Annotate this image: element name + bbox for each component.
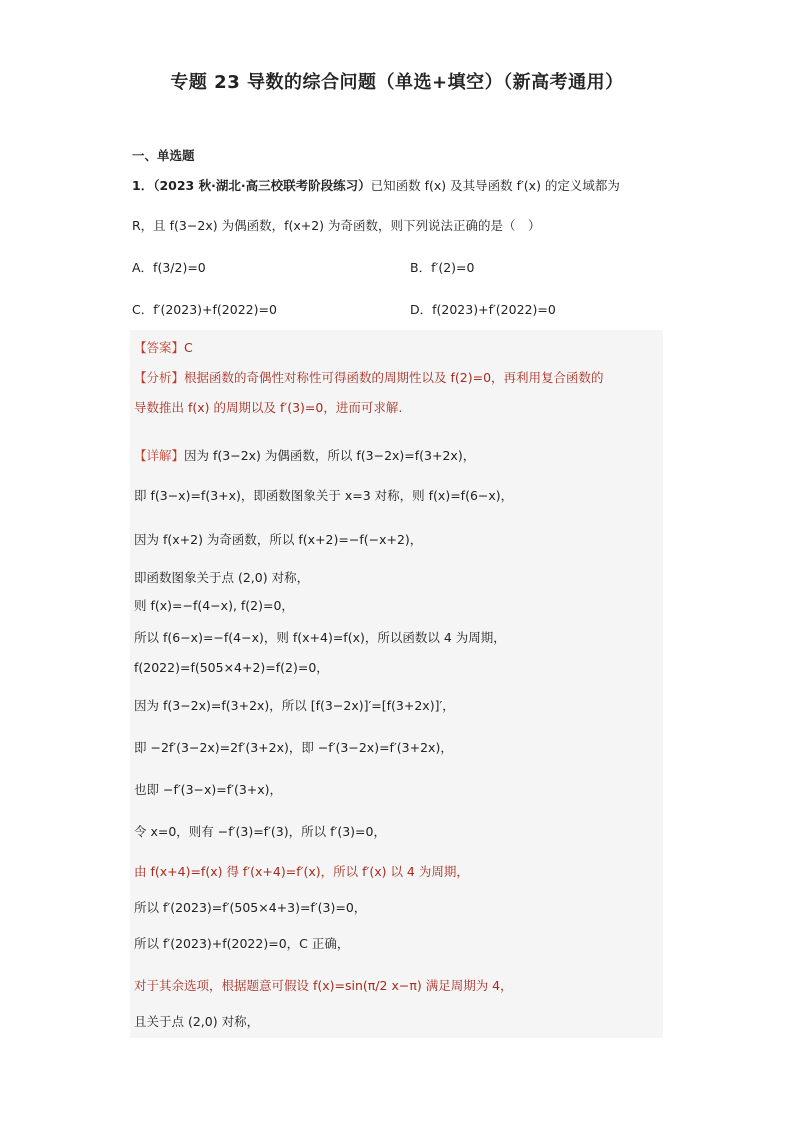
analysis-line-2: 导数推出 f(x) 的周期以及 f′(3)=0，进而可求解. bbox=[134, 400, 403, 415]
answer-tag: 【答案】 bbox=[134, 340, 185, 355]
detail-line-3: 即函数图象关于点 (2,0) 对称， bbox=[134, 570, 310, 585]
question-stem-1: 已知函数 f(x) 及其导函数 f′(x) 的定义域都为 bbox=[370, 178, 620, 193]
detail-line-8: 即 −2f′(3−2x)=2f′(3+2x)，即 −f′(3−2x)=f′(3+2x)， bbox=[134, 740, 453, 755]
detail-line-11: 由 f(x+4)=f(x) 得 f′(x+4)=f′(x)，所以 f′(x) 以 4 为周期， bbox=[134, 864, 469, 879]
detail-line-7: 因为 f(3−2x)=f(3+2x)，所以 [f(3−2x)]′=[f(3+2x)]′， bbox=[134, 698, 455, 713]
detail-line-0 bbox=[134, 446, 475, 464]
question-line-1 bbox=[132, 176, 620, 196]
option-b: B．f′(2)=0 bbox=[410, 260, 475, 275]
option-c: C．f′(2023)+f(2022)=0 bbox=[132, 302, 277, 317]
question-number: 1． bbox=[132, 178, 154, 193]
question-line-2 bbox=[132, 216, 541, 236]
detail-line-6: f(2022)=f(505×4+2)=f(2)=0， bbox=[134, 660, 329, 675]
detail-line-14: 对于其余选项，根据题意可假设 f(x)=sin(π/2 x−π) 满足周期为 4， bbox=[134, 978, 513, 993]
detail-text-0: 因为 f(3−2x) 为偶函数，所以 f(3−2x)=f(3+2x)， bbox=[184, 448, 476, 463]
detail-tag: 【详解】 bbox=[134, 448, 185, 463]
answer-value: C bbox=[184, 340, 193, 355]
option-d: D．f(2023)+f′(2022)=0 bbox=[410, 302, 556, 317]
question-source: （2023 秋·湖北·高三校联考阶段练习） bbox=[153, 178, 371, 193]
analysis-text-1: 根据函数的奇偶性对称性可得函数的周期性以及 f(2)=0，再利用复合函数的 bbox=[184, 370, 604, 385]
question-stem-2: R，且 f(3−2x) 为偶函数，f(x+2) 为奇函数，则下列说法正确的是（ ） bbox=[132, 218, 541, 233]
document-title: 专题 23 导数的综合问题（单选+填空）（新高考通用） bbox=[170, 72, 624, 93]
detail-line-1: 即 f(3−x)=f(3+x)，即函数图象关于 x=3 对称，则 f(x)=f(6−x)， bbox=[134, 488, 514, 503]
answer-block bbox=[130, 330, 663, 1038]
section-heading: 一、单选题 bbox=[132, 148, 195, 163]
detail-line-10: 令 x=0，则有 −f′(3)=f′(3)，所以 f′(3)=0， bbox=[134, 824, 386, 839]
detail-line-15: 且关于点 (2,0) 对称， bbox=[134, 1014, 260, 1029]
detail-line-13: 所以 f′(2023)+f(2022)=0，C 正确， bbox=[134, 936, 350, 951]
detail-line-5: 所以 f(6−x)=−f(4−x)，则 f(x+4)=f(x)，所以函数以 4 为周期， bbox=[134, 630, 506, 645]
detail-line-2: 因为 f(x+2) 为奇函数，所以 f(x+2)=−f(−x+2)， bbox=[134, 532, 423, 547]
detail-line-4: 则 f(x)=−f(4−x), f(2)=0， bbox=[134, 598, 294, 613]
option-a: A．f(3/2)=0 bbox=[132, 260, 206, 275]
analysis-tag: 【分析】 bbox=[134, 370, 185, 385]
answer-line bbox=[134, 338, 193, 356]
analysis-line-1 bbox=[134, 368, 604, 386]
detail-line-12: 所以 f′(2023)=f′(505×4+3)=f′(3)=0， bbox=[134, 900, 367, 915]
detail-line-9: 也即 −f′(3−x)=f′(3+x)， bbox=[134, 782, 283, 797]
